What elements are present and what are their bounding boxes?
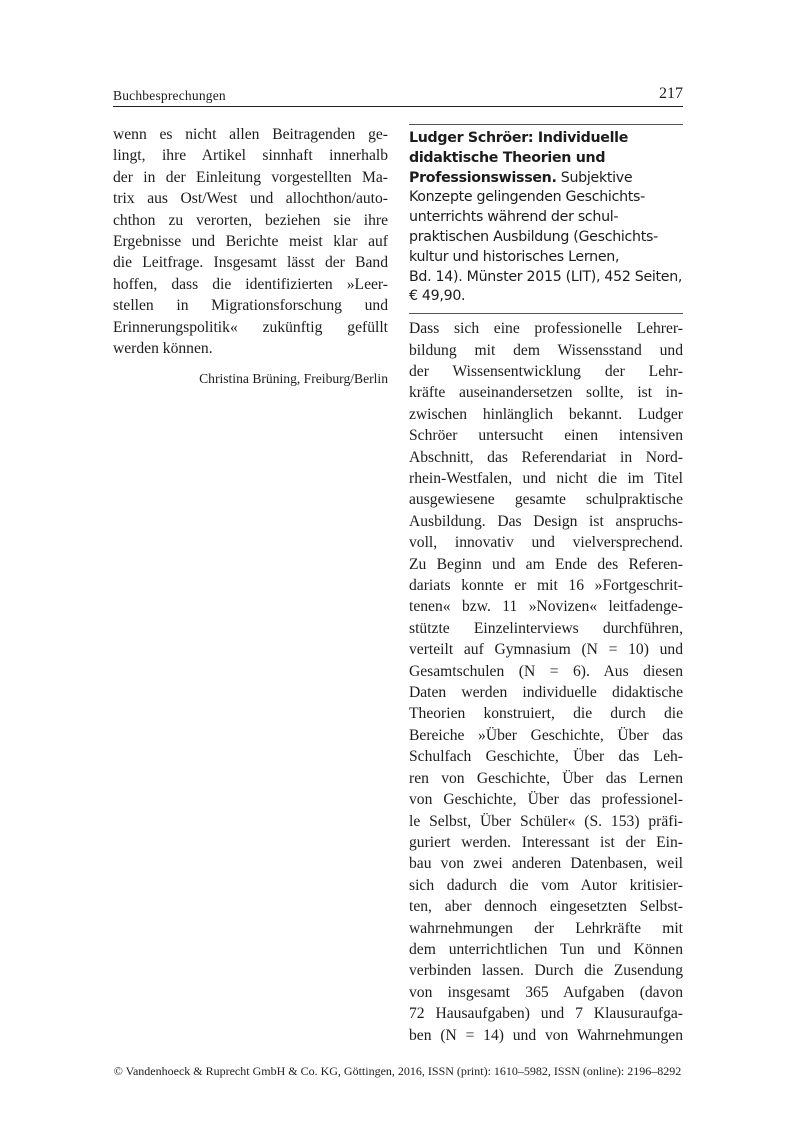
text-line: Daten werden individuelle didaktische (409, 684, 683, 702)
text-line: ben (N = 14) und von Wahrnehmungen (409, 1026, 683, 1044)
citation-line (409, 129, 683, 149)
text-line: tenen« bzw. 11 »Novizen« leitfadenge- (409, 598, 683, 616)
text-line: ten, aber dennoch eingesetzten Selbst- (409, 898, 683, 916)
book-author-title: Ludger Schröer: Individuelle (409, 130, 629, 146)
copyright-footer: © Vandenhoeck & Ruprecht GmbH & Co. KG, Göttingen, 2016, ISSN (print): 1610–5982, ISSN (online): 2196–8292 (113, 1064, 682, 1078)
page-number: 217 (659, 85, 683, 102)
text-line: Gesamtschulen (N = 6). Aus diesen (409, 662, 683, 680)
text-line: kräfte auseinandersetzen sollte, ist in- (409, 384, 683, 402)
text-line: Ausbildung. Das Design ist anspruchs- (409, 512, 683, 530)
right-column (409, 124, 683, 1046)
text-line: bau von zwei anderen Datenbasen, weil (409, 855, 683, 873)
running-header (113, 85, 683, 107)
text-line: der Wissensentwicklung der Lehr- (409, 362, 683, 380)
text-line: wahrnehmungen der Lehrkräfte mit (409, 919, 683, 937)
section-title: Buchbesprechungen (113, 88, 226, 103)
review-conclusion-text (113, 124, 388, 359)
text-line: ren von Geschichte, Über das Lernen (409, 769, 683, 787)
text-line: der in der Einleitung vorgestellten Ma- (113, 168, 388, 186)
text-line: von insgesamt 365 Aufgaben (davon (409, 983, 683, 1001)
text-line: Bereiche »Über Geschichte, Über das (409, 726, 683, 744)
text-line: die Leitfrage. Insgesamt lässt der Band (113, 254, 388, 272)
text-line: bildung mit dem Wissensstand und (409, 341, 683, 359)
text-line: verbinden lassen. Durch die Zusendung (409, 962, 683, 980)
text-line: lingt, ihre Artikel sinnhaft innerhalb (113, 147, 388, 165)
citation-line: kultur und historisches Lernen, (409, 248, 620, 265)
text-line: Erinnerungspolitik« zukünftig gefüllt (113, 318, 388, 336)
text-line: Schulfach Geschichte, Über das Leh- (409, 748, 683, 766)
text-line: trix aus Ost/West und allochthon/auto- (113, 190, 388, 208)
text-line: Abschnitt, das Referendariat in Nord- (409, 448, 683, 466)
text-line: Dass sich eine professionelle Lehrer- (409, 320, 683, 338)
text-line: zwischen hinlänglich bekannt. Ludger (409, 405, 683, 423)
text-line: ausgewiesene gesamte schulpraktische (409, 491, 683, 509)
text-line: dariats konnte er mit 16 »Fortgeschrit- (409, 577, 683, 595)
text-line: dem unterrichtlichen Tun und Können (409, 940, 683, 958)
text-line: wenn es nicht allen Beitragenden ge- (113, 126, 388, 143)
text-line: stellen in Migrationsforschung und (113, 297, 388, 315)
text-line: voll, innovativ und vielversprechend. (409, 534, 683, 552)
reviewer-signature: Christina Brüning, Freiburg/Berlin (199, 371, 388, 387)
text-line: von Geschichte, Über das professionel- (409, 791, 683, 809)
text-line: chthon zu verorten, beziehen sie ihre (113, 211, 388, 229)
book-title: didaktische Theorien und (409, 149, 606, 166)
book-subtitle: Subjektive (556, 169, 633, 186)
text-line: verteilt auf Gymnasium (N = 10) und (409, 641, 683, 659)
text-line: Zu Beginn und am Ende des Referen- (409, 555, 683, 573)
review-body-text (409, 314, 683, 1046)
text-line: 72 Hausaufgaben) und 7 Klausuraufga- (409, 1005, 683, 1023)
citation-line: praktischen Ausbildung (Geschichts- (409, 228, 658, 245)
citation-line: unterrichts während der schul- (409, 209, 619, 226)
text-line: stützte Einzelinterviews durchführen, (409, 619, 683, 637)
citation-line (409, 169, 683, 189)
text-line: werden können. (113, 340, 213, 358)
citation-line: € 49,90. (409, 288, 466, 305)
book-title: Professionswissen. (409, 169, 557, 186)
text-line: Ergebnisse und Berichte meist klar auf (113, 233, 388, 251)
text-line: sich dadurch die vom Autor kritisier- (409, 876, 683, 894)
text-line: le Selbst, Über Schüler« (S. 153) präfi- (409, 812, 683, 830)
text-line: hoffen, dass die identifizierten »Leer- (113, 275, 388, 293)
citation-line: Konzepte gelingenden Geschichts- (409, 189, 645, 206)
text-line: Schröer untersucht einen intensiven (409, 427, 683, 445)
book-citation (409, 125, 683, 313)
text-line: Theorien konstruiert, die durch die (409, 705, 683, 723)
left-column (113, 124, 388, 389)
citation-line: Bd. 14). Münster 2015 (LIT), 452 Seiten, (409, 268, 683, 285)
text-line: rhein-Westfalen, und nicht die im Titel (409, 470, 683, 488)
text-line: guriert werden. Interessant ist der Ein- (409, 833, 683, 851)
citation-line (409, 149, 683, 169)
